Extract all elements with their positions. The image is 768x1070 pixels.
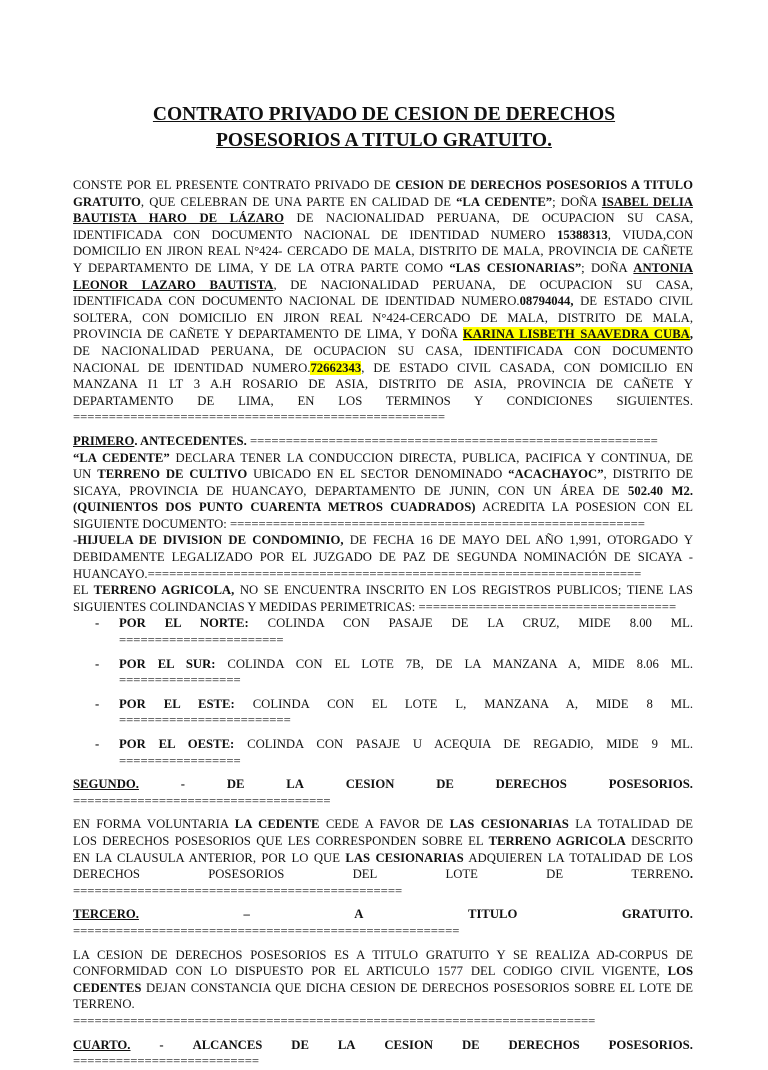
cesionaria-name: LEONOR LAZARO BAUTISTA <box>73 277 274 292</box>
boundary-item: - POR EL NORTE: COLINDA CON PASAJE DE LA CRUZ, MIDE 8.00 ML. ======================= <box>95 616 694 648</box>
intro-line: MANZANA I1 LT 3 A.H ROSARIO DE ASIA, DISTRITO DE ASIA, PROVINCIA DE CAÑETE Y <box>73 377 693 392</box>
clause-line: UN TERRENO DE CULTIVO UBICADO EN EL SECTOR DENOMINADO “ACACHAYOC”, DISTRITO DE <box>73 467 693 482</box>
intro-line: PROVINCIA DE CAÑETE Y DEPARTAMENTO DE LIMA, Y DOÑA KARINA LISBETH SAAVEDRA CUBA, <box>73 327 693 342</box>
boundary-item: - POR EL ESTE: COLINDA CON EL LOTE L, MANZANA A, MIDE 8 ML. ======================== <box>95 696 693 728</box>
intro-line: DOMICILIO EN JIRON REAL N°424- CERCADO DE MALA, DISTRITO DE MALA, PROVINCIA DE CAÑETE <box>73 244 693 259</box>
clause-heading-cuarto: CUARTO. - ALCANCES DE LA CESION DE DERECHOS POSESORIOS. <box>73 1037 693 1052</box>
clause-heading-segundo: SEGUNDO. - DE LA CESION DE DERECHOS POSESORIOS. <box>73 777 693 792</box>
clause-line: EN LA CLAUSULA ANTERIOR, POR LO QUE LAS CESIONARIAS ADQUIEREN LA TOTALIDAD DE LOS <box>73 850 693 865</box>
boundary-item: - POR EL SUR: COLINDA CON EL LOTE 7B, DE LA MANZANA A, MIDE 8.06 ML. ================= <box>95 656 693 688</box>
clause-line: HUANCAYO.===================================================================== <box>73 566 642 581</box>
intro-line: GRATUITO, QUE CELEBRAN DE UNA PARTE EN CALIDAD DE “LA CEDENTE”; DOÑA ISABEL DELIA <box>73 194 694 209</box>
clause-heading-tercero: TERCERO. – A TITULO GRATUITO. <box>73 907 693 922</box>
clause-line: SICAYA, PROVINCIA DE HUANCAYO, DEPARTAMENTO DE JUNIN, CON UN ÁREA DE 502.40 M2. <box>73 483 693 498</box>
clause-line: TERRENO. <box>73 997 135 1012</box>
intro-line: NACIONAL DE IDENTIDAD NUMERO.72662343, DE ESTADO CIVIL CASADA, CON DOMICILIO EN <box>73 360 693 375</box>
clause-line: DERECHOS POSESORIOS DEL LOTE DE TERRENO. <box>73 867 693 882</box>
clause-line: CONFORMIDAD CON LO DISPUESTO POR EL ARTICULO 1577 DEL CODIGO CIVIL VIGENTE, LOS <box>73 964 693 979</box>
cedente-name: ISABEL DELIA <box>601 194 694 209</box>
intro-line: DEPARTAMENTO DE LIMA, EN LOS TERMINOS Y CONDICIONES SIGUIENTES. <box>73 393 693 408</box>
separator: ====================================================== <box>73 923 460 938</box>
intro-line: LEONOR LAZARO BAUTISTA, DE NACIONALIDAD PERUANA, DE OCUPACION SU CASA, <box>73 277 693 292</box>
document-title-line-1: CONTRATO PRIVADO DE CESION DE DERECHOS <box>152 104 616 125</box>
highlighted-dni: 72662343 <box>310 360 362 375</box>
clause-line: LOS DERECHOS POSESORIOS QUE LES CORRESPONDEN SOBRE EL TERRENO AGRICOLA DESCRITO <box>73 833 693 848</box>
clause-line: SIGUIENTE DOCUMENTO: ========================================================== <box>73 516 645 531</box>
intro-line: Y DEPARTAMENTO DE LIMA, Y DE LA OTRA PARTE COMO “LAS CESIONARIAS”; DOÑA ANTONIA <box>73 260 693 275</box>
separator: ========================== <box>73 1054 260 1069</box>
clause-line: EL TERRENO AGRICOLA, NO SE ENCUENTRA INSCRITO EN LOS REGISTROS PUBLICOS; TIENE LAS <box>73 583 693 598</box>
separator: ==================================================== <box>73 410 446 425</box>
clause-heading-primero: PRIMERO. ANTECEDENTES. ========================================================= <box>73 433 658 448</box>
intro-line: IDENTIFICADA CON DOCUMENTO NACIONAL DE IDENTIDAD NUMERO.08794044, DE ESTADO CIVIL <box>73 294 694 309</box>
clause-line: DEBIDAMENTE LEGALIZADO POR EL JUZGADO DE PAZ DE SEGUNDA NOMINACIÓN DE SICAYA - <box>73 550 693 565</box>
separator: ============================================== <box>73 883 403 898</box>
intro-line: BAUTISTA HARO DE LÁZARO DE NACIONALIDAD PERUANA, DE OCUPACION SU CASA, <box>73 211 693 226</box>
cesionaria-name: ANTONIA <box>633 260 693 275</box>
separator: ==================================== <box>73 793 331 808</box>
intro-line: SOLTERA, CON DOMICILIO EN JIRON REAL N°424-CERCADO DE MALA, DISTRITO DE MALA, <box>73 310 693 325</box>
document-title-line-2: POSESORIOS A TITULO GRATUITO. <box>216 130 552 151</box>
intro-line: DE NACIONALIDAD PERUANA, DE OCUPACION SU CASA, IDENTIFICADA CON DOCUMENTO <box>73 343 693 358</box>
intro-line: IDENTIFICADA CON DOCUMENTO NACIONAL DE IDENTIDAD NUMERO 15388313, VIUDA,CON <box>73 227 693 242</box>
clause-line: LA CESION DE DERECHOS POSESORIOS ES A TITULO GRATUITO Y SE REALIZA AD-CORPUS DE <box>73 947 693 962</box>
clause-line: (QUINIENTOS DOS PUNTO CUARENTA METROS CUADRADOS) ACREDITA LA POSESION CON EL <box>73 500 693 515</box>
separator: ========================================================================= <box>73 1013 596 1028</box>
clause-line: SIGUIENTES COLINDANCIAS Y MEDIDAS PERIMETRICAS: ==================================== <box>73 599 677 614</box>
clause-line: CEDENTES DEJAN CONSTANCIA QUE DICHA CESION DE DERECHOS POSESORIOS SOBRE EL LOTE DE <box>73 980 693 995</box>
clause-line: EN FORMA VOLUNTARIA LA CEDENTE CEDE A FAVOR DE LAS CESIONARIAS LA TOTALIDAD DE <box>73 817 694 832</box>
clause-line: -HIJUELA DE DIVISION DE CONDOMINIO, DE FECHA 16 DE MAYO DEL AÑO 1,991, OTORGADO Y <box>73 533 693 548</box>
boundary-item: - POR EL OESTE: COLINDA CON PASAJE U ACEQUIA DE REGADIO, MIDE 9 ML. ================= <box>95 737 693 768</box>
clause-line: “LA CEDENTE” DECLARA TENER LA CONDUCCION DIRECTA, PUBLICA, PACIFICA Y CONTINUA, DE <box>73 450 694 465</box>
cedente-name: BAUTISTA HARO DE LÁZARO <box>73 211 284 226</box>
intro-line: CONSTE POR EL PRESENTE CONTRATO PRIVADO DE CESION DE DERECHOS POSESORIOS A TITULO <box>73 178 693 192</box>
document-body <box>73 177 693 1070</box>
highlighted-name: KARINA LISBETH SAAVEDRA CUBA <box>462 327 690 342</box>
